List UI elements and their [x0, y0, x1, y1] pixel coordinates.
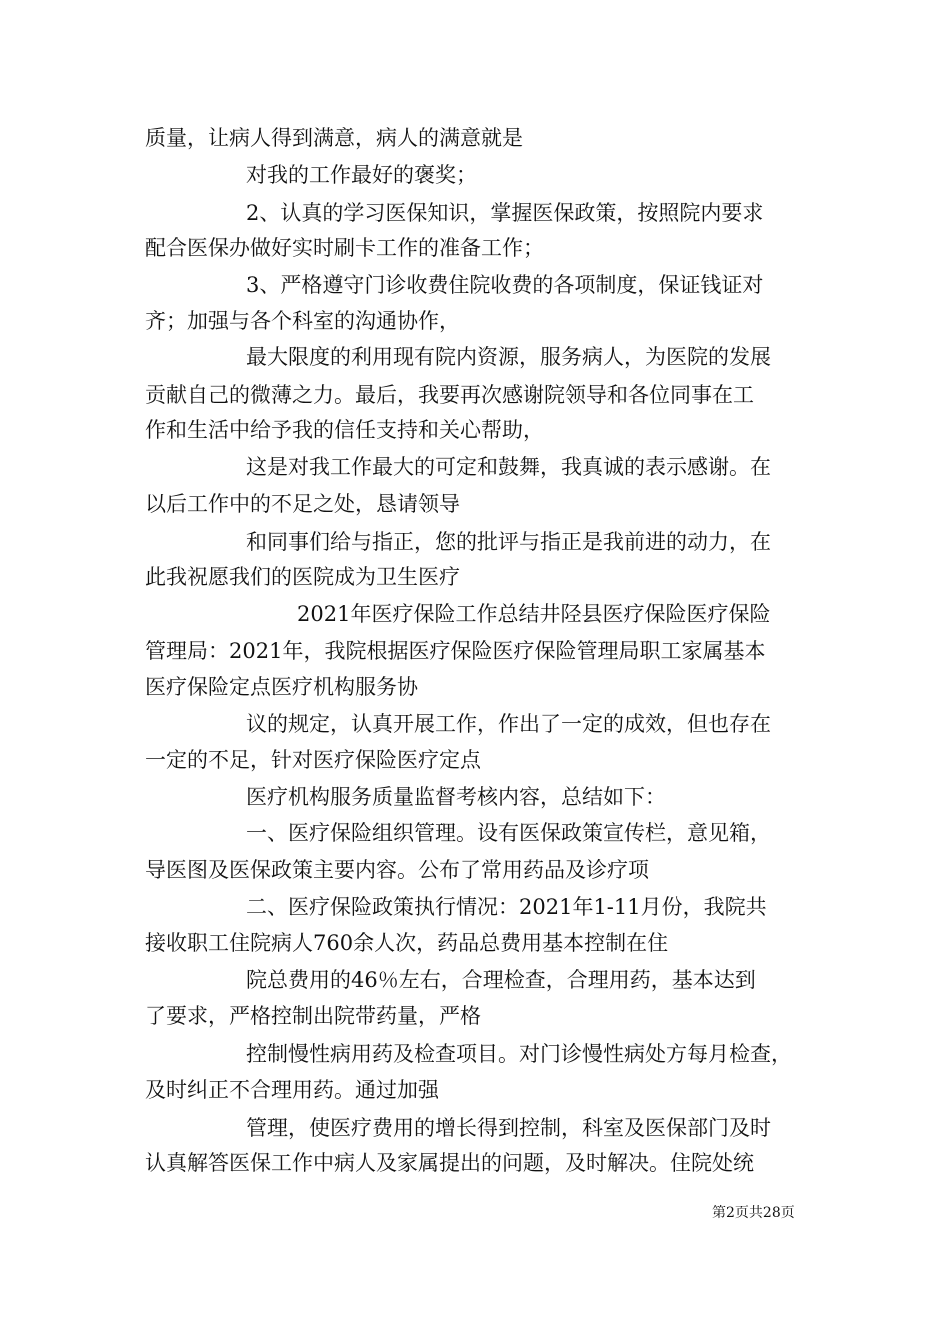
- text-line: 导医图及医保政策主要内容。公布了常用药品及诊疗项: [145, 858, 649, 882]
- text-line: 此我祝愿我们的医院成为卫生医疗: [145, 565, 460, 589]
- text-line: 控制慢性病用药及检查项目。对门诊慢性病处方每月检查，: [246, 1042, 792, 1066]
- text-line: 2、认真的学习医保知识，掌握医保政策，按照院内要求: [246, 201, 764, 225]
- text-line: 一定的不足，针对医疗保险医疗定点: [145, 748, 481, 772]
- text-line: 齐；加强与各个科室的沟通协作，: [145, 309, 460, 333]
- text-line: 医疗机构服务质量监督考核内容，总结如下：: [246, 785, 666, 809]
- text-line: 二、医疗保险政策执行情况：2021年1-11月份，我院共: [246, 895, 767, 919]
- text-line: 对我的工作最好的褒奖；: [246, 163, 477, 187]
- text-line: 医疗保险定点医疗机构服务协: [145, 675, 418, 699]
- text-line: 和同事们给与指正，您的批评与指正是我前进的动力，在: [246, 530, 771, 554]
- text-line: 管理局：2021年，我院根据医疗保险医疗保险管理局职工家属基本: [145, 639, 766, 663]
- text-line: 这是对我工作最大的可定和鼓舞，我真诚的表示感谢。在: [246, 455, 771, 479]
- text-line: 议的规定，认真开展工作，作出了一定的成效，但也存在: [246, 712, 771, 736]
- text-line: 配合医保办做好实时刷卡工作的准备工作；: [145, 236, 544, 260]
- text-line: 接收职工住院病人760余人次，药品总费用基本控制在住: [145, 931, 669, 955]
- text-line: 3、严格遵守门诊收费住院收费的各项制度，保证钱证对: [246, 273, 764, 297]
- page-number: 第2页共28页: [712, 1205, 795, 1221]
- text-line: 作和生活中给予我的信任支持和关心帮助，: [145, 418, 544, 442]
- text-line: 了要求，严格控制出院带药量，严格: [145, 1004, 481, 1028]
- text-line: 贡献自己的微薄之力。最后，我要再次感谢院领导和各位同事在工: [145, 383, 754, 407]
- text-line: 一、医疗保险组织管理。设有医保政策宣传栏，意见箱，: [246, 821, 771, 845]
- text-line: 最大限度的利用现有院内资源，服务病人，为医院的发展: [246, 345, 771, 369]
- text-line: 及时纠正不合理用药。通过加强: [145, 1078, 439, 1102]
- text-line: 2021年医疗保险工作总结井陉县医疗保险医疗保险: [297, 602, 771, 626]
- text-line: 院总费用的46％左右，合理检查，合理用药，基本达到: [246, 968, 756, 992]
- text-line: 以后工作中的不足之处，恳请领导: [145, 492, 460, 516]
- text-line: 认真解答医保工作中病人及家属提出的问题，及时解决。住院处统: [145, 1151, 754, 1175]
- text-line: 管理，使医疗费用的增长得到控制，科室及医保部门及时: [246, 1116, 771, 1140]
- text-line: 质量，让病人得到满意，病人的满意就是: [145, 126, 523, 150]
